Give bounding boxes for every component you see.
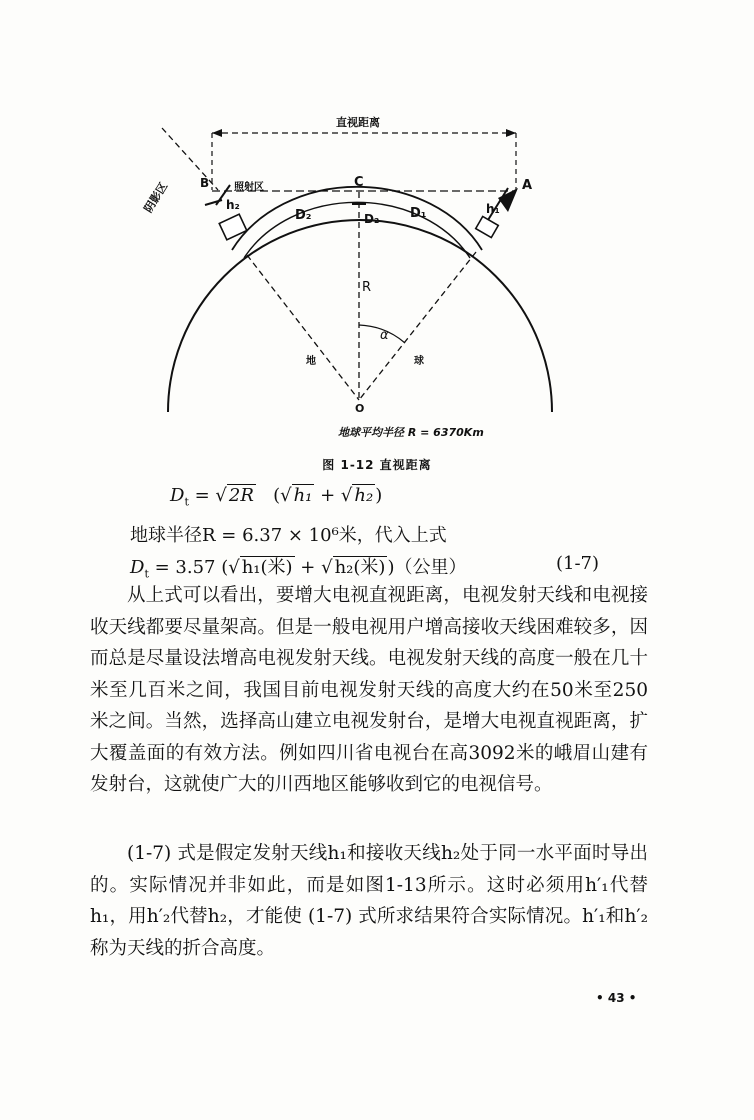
h1-label: h₁ [486, 202, 500, 216]
paragraph-2: (1-7) 式是假定发射天线h₁和接收天线h₂处于同一水平面时导出的。实际情况并非如此，而是如图1-13所示。这时必须用h′₁代替h₁，用h′₂代替h₂，才能使 (1-7) 式所求结果符合实际情况。h′₁和h′₂称为天线的折合高度。 [90, 843, 648, 959]
d1-arc-label: D₁ [410, 206, 427, 221]
point-b-label: B [200, 176, 210, 190]
alpha-label: α [380, 328, 389, 343]
figure-caption: 图 1-12 直视距离 [322, 458, 432, 472]
equation-number: (1-7) [556, 553, 600, 574]
earth-label-left: 地 [306, 356, 316, 367]
radius-label: R [362, 280, 372, 295]
illumination-zone-label: 照射区 [234, 182, 264, 193]
point-a-label: A [522, 178, 533, 193]
los-label: 直视距离 [336, 116, 380, 129]
point-c-label: C [354, 175, 364, 190]
formula-1-7: $D_t = 3.57$ (√ h₁(米) + √ h₂(米) )（公里） [130, 557, 467, 581]
d2-top-label: D₂ [364, 212, 380, 226]
formula-d: D [170, 485, 185, 506]
formula-dt: $D_t$ = √ 2R (√ h₁ + √ h₂ ) [170, 485, 383, 509]
page-number: • 43 • [596, 991, 637, 1005]
earth-arc [168, 220, 552, 412]
h2-label: h₂ [226, 198, 240, 212]
shadow-zone-label: 阴影区 [141, 180, 171, 215]
transmitter-tower [476, 216, 499, 237]
earth-radius-line: 地球半径R = 6.37 × 10⁶米，代入上式 [130, 525, 447, 546]
paragraph-1: 从上式可以看出，要增大电视直视距离，电视发射天线和电视接收天线都要尽量架高。但是一般电视用户增高接收天线困难较多，因而总是尽量设法增高电视发射天线。电视发射天线的高度一般在几十米至几百米之间，我国目前电视发射天线的高度大约在50米至250米之间。当然，选择高山建立电视发射台，是增大电视直视距离，扩大覆盖面的有效方法。例如四川省电视台在高3092米的峨眉山建有发射台，这就使广大的川西地区能够收到它的电视信号。 [90, 585, 648, 795]
earth-label-right: 球 [414, 356, 424, 367]
d2-arc-label: D₂ [295, 208, 312, 223]
d-arc-inner [244, 202, 470, 258]
center-o-label: O [355, 402, 365, 415]
radius-note: 地球平均半径 R = 6370Km [338, 426, 484, 439]
